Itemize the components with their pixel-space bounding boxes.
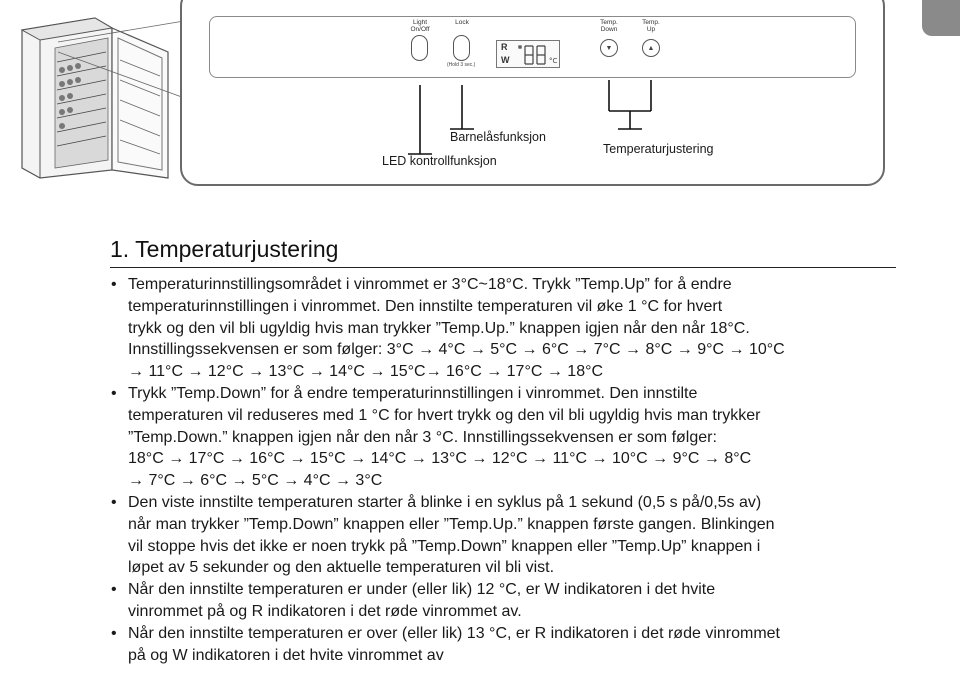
list-item-line: på og W indikatoren i det hvite vinrommet av	[128, 646, 444, 664]
triangle-up-icon: ▲	[647, 44, 655, 52]
callout-temp-adjust: Temperaturjustering	[603, 142, 714, 156]
temp-up-label-line-2: Up	[646, 26, 656, 33]
light-label-line-1: Light	[412, 19, 428, 26]
list-item-line: temperaturinnstillingen i vinrommet. Den innstilte temperaturen vil øke 1 °C for hvert	[128, 297, 723, 315]
list-item-line: → 11°C → 12°C → 13°C → 14°C → 15°C→ 16°C → 17°C → 18°C	[128, 363, 604, 381]
list-item-line: trykk og den vil bli ugyldig hvis man trykker ”Temp.Up.” knappen igjen når den når 18°C.	[128, 319, 750, 337]
list-item-line: Når den innstilte temperaturen er under (eller lik) 12 °C, er W indikatoren i det hvite	[128, 581, 716, 599]
temp-down-label-line-2: Down	[600, 26, 618, 33]
callout-led-control: LED kontrollfunksjon	[382, 154, 497, 168]
list-item	[110, 579, 900, 623]
list-item-line: løpet av 5 sekunder og den aktuelle temperaturen vil bli vist.	[128, 559, 555, 577]
list-item-line: når man trykker ”Temp.Down” knappen eller ”Temp.Up.” knappen første gangen. Blinkingen	[128, 515, 775, 533]
svg-text:°C: °C	[549, 57, 558, 65]
list-item-line: temperaturen vil reduseres med 1 °C for hvert trykk og den vil bli ugyldig hvis man trykker	[128, 406, 761, 424]
triangle-down-icon: ▼	[605, 44, 613, 52]
lock-hold-note: (Hold 3 sec.)	[447, 62, 476, 68]
title-underline	[110, 267, 896, 268]
bullet-icon: •	[111, 624, 117, 642]
section-title: 1. Temperaturjustering	[110, 236, 339, 262]
indicator-w: W	[501, 55, 510, 65]
list-item-line: 18°C → 17°C → 16°C → 15°C → 14°C → 13°C → 12°C → 11°C → 10°C → 9°C → 8°C	[128, 450, 752, 468]
list-item-line: → 7°C → 6°C → 5°C → 4°C → 3°C	[128, 472, 383, 490]
list-item-line: ”Temp.Down.” knappen igjen når den når 3 °C. Innstillingssekvensen er som følger:	[128, 428, 717, 446]
indicator-r: R	[501, 42, 508, 52]
bullet-icon: •	[111, 384, 117, 402]
list-item-line: Innstillingssekvensen er som følger: 3°C → 4°C → 5°C → 6°C → 7°C → 8°C → 9°C → 10°C	[128, 341, 785, 359]
bullet-icon: •	[111, 276, 117, 293]
list-item-line: vinrommet på og R indikatoren i det røde vinrommet av.	[128, 602, 522, 620]
list-item	[110, 492, 900, 579]
temp-up-label-line-1: Temp.	[642, 19, 660, 26]
lock-button-label: Lock	[455, 19, 469, 26]
callout-child-lock: Barnelåsfunksjon	[450, 130, 546, 144]
page-corner-tab	[922, 0, 960, 36]
list-item-line: Den viste innstilte temperaturen starter å blinke i en syklus på 1 sekund (0,5 s på/0,5s av)	[128, 493, 762, 511]
bullet-icon: •	[111, 581, 117, 599]
list-item	[110, 623, 900, 667]
bullet-icon: •	[111, 493, 117, 511]
instruction-list	[110, 274, 900, 666]
control-panel-diagram	[180, 0, 885, 186]
list-item-line: Temperaturinnstillingsområdet i vinrommet er 3°C~18°C. Trykk ”Temp.Up” for å endre	[128, 276, 732, 293]
list-item	[110, 383, 900, 492]
callout-lines	[182, 0, 887, 188]
temp-down-label-line-1: Temp.	[600, 19, 618, 26]
list-item	[110, 274, 900, 383]
list-item-line: Når den innstilte temperaturen er over (eller lik) 13 °C, er R indikatoren i det røde vinrommet	[128, 624, 780, 642]
list-item-line: Trykk ”Temp.Down” for å endre temperaturinnstillingen i vinrommet. Den innstilte	[128, 384, 698, 402]
list-item-line: vil stoppe hvis det ikke er noen trykk på ”Temp.Down” knappen eller ”Temp.Up” knappen i	[128, 537, 761, 555]
wine-fridge-illustration	[0, 0, 200, 200]
light-label-line-2: On/Off	[410, 26, 430, 33]
